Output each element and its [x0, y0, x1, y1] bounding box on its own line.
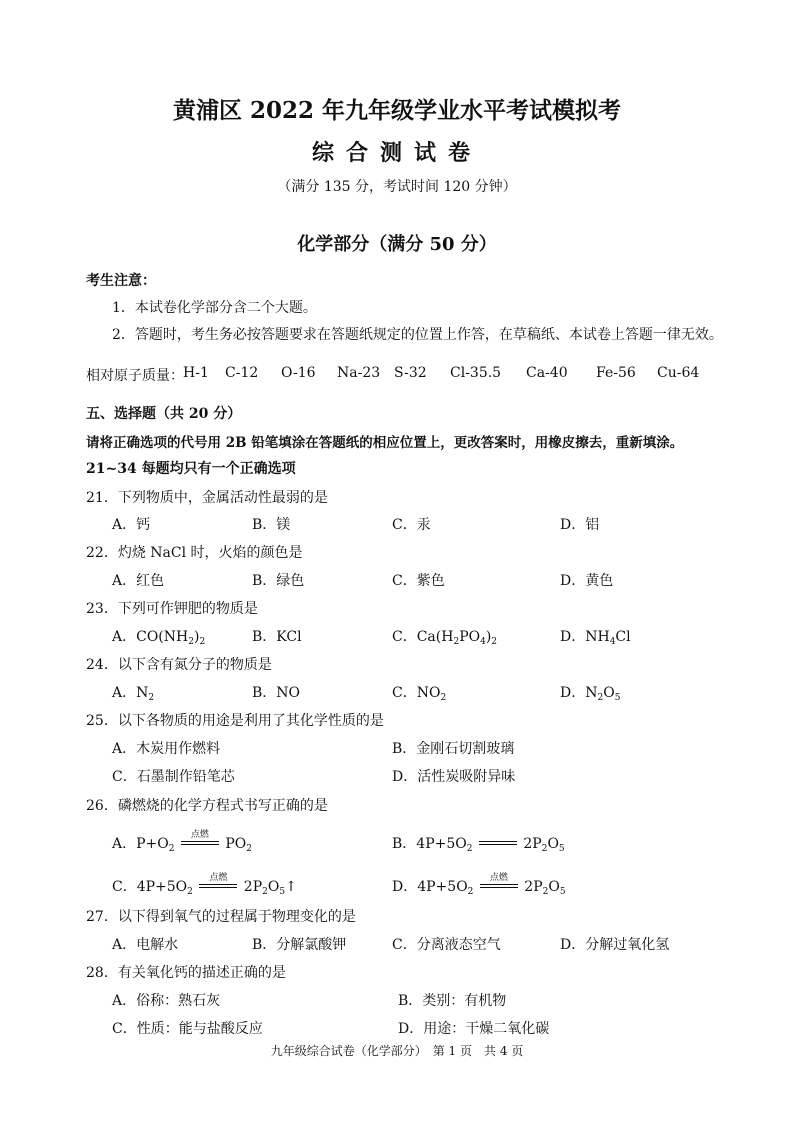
option-b: B．$4P+5O_2$ $2P_2O_5$ — [392, 836, 565, 854]
option-d: D．黄色 — [560, 573, 614, 589]
option-a: A．$P+O_2$ 点燃 $PO_2$ — [112, 830, 253, 854]
option-a: A．$CO(NH_2)_2$ — [112, 629, 206, 647]
atomic-mass-label: 相对原子质量： — [86, 368, 184, 384]
notice-item: 2．答题时，考生务必按答题要求在答题纸规定的位置上作答，在草稿纸、本试卷上答题一律无效。 — [112, 327, 723, 343]
reaction-condition: 点燃 — [480, 880, 518, 894]
atomic-mass-value: Fe-56 — [596, 365, 636, 381]
option-b: B．分解氯酸钾 — [252, 937, 347, 953]
option-b: B．KCl — [252, 629, 302, 645]
option-c: C．石墨制作铅笔芯 — [112, 769, 235, 785]
question-stem: 21．下列物质中，金属活动性最弱的是 — [86, 490, 328, 506]
exam-title: 黄浦区 2022 年九年级学业水平考试模拟考 — [172, 97, 622, 124]
question-stem: 23．下列可作钾肥的物质是 — [86, 601, 258, 617]
atomic-mass-value: Na-23 — [337, 365, 381, 381]
option-b: B．NO — [252, 685, 301, 701]
option-d: D．铝 — [560, 517, 600, 533]
option-b: B．类别：有机物 — [398, 993, 507, 1009]
option-d: D．$NH_4Cl$ — [560, 629, 631, 647]
question-stem: 25．以下各物质的用途是利用了其化学性质的是 — [86, 713, 384, 729]
reaction-condition: 点燃 — [181, 837, 219, 851]
option-b: B．金刚石切割玻璃 — [392, 741, 515, 757]
option-c: C．$Ca(H_2PO_4)_2$ — [392, 629, 498, 647]
option-b: B．绿色 — [252, 573, 305, 589]
exam-note: （满分 135 分，考试时间 120 分钟） — [277, 179, 517, 195]
option-a: A．$N_2$ — [112, 685, 155, 703]
part-instruction: 请将正确选项的代号用 2B 铅笔填涂在答题纸的相应位置上，更改答案时，用橡皮擦去，重新填涂。 — [86, 435, 684, 451]
option-c: C．性质：能与盐酸反应 — [112, 1021, 263, 1037]
question-stem: 28．有关氧化钙的描述正确的是 — [86, 965, 286, 981]
option-c: C．$4P+5O_2$ 点燃 $2P_2O_5↑$ — [112, 873, 297, 897]
part-title: 五、选择题（共 20 分） — [86, 406, 242, 422]
option-d: D．活性炭吸附异味 — [392, 769, 516, 785]
atomic-mass-value: Cu-64 — [657, 365, 700, 381]
notice-item: 1．本试卷化学部分含二个大题。 — [112, 300, 317, 316]
option-c: C．$NO_2$ — [392, 685, 447, 703]
option-b: B．镁 — [252, 517, 291, 533]
equals-sign — [479, 837, 517, 851]
exam-subtitle: 综合测试卷 — [311, 140, 482, 166]
option-a: A．红色 — [112, 573, 165, 589]
option-d: D．$4P+5O_2$ 点燃 $2P_2O_5$ — [392, 873, 566, 897]
section-title: 化学部分（满分 50 分） — [297, 234, 497, 255]
notice-heading: 考生注意： — [86, 273, 156, 289]
option-c: C．分离液态空气 — [392, 937, 501, 953]
option-d: D．用途：干燥二氧化碳 — [398, 1021, 550, 1037]
question-stem: 26．磷燃烧的化学方程式书写正确的是 — [86, 798, 328, 814]
atomic-mass-value: H-1 — [183, 365, 209, 381]
atomic-mass-value: O-16 — [281, 365, 316, 381]
question-stem: 27．以下得到氧气的过程属于物理变化的是 — [86, 909, 356, 925]
atomic-mass-value: Ca-40 — [526, 365, 568, 381]
option-a: A．木炭用作燃料 — [112, 741, 221, 757]
option-d: D．分解过氧化氢 — [560, 937, 670, 953]
atomic-mass-value: S-32 — [394, 365, 427, 381]
option-d: D．$N_2O_5$ — [560, 685, 621, 703]
question-stem: 24．以下含有氮分子的物质是 — [86, 657, 272, 673]
option-a: A．钙 — [112, 517, 151, 533]
option-a: A．电解水 — [112, 937, 179, 953]
question-stem: 22．灼烧 NaCl 时，火焰的颜色是 — [86, 545, 303, 561]
part-subheading: 21~34 每题均只有一个正确选项 — [86, 461, 296, 477]
atomic-mass-value: C-12 — [225, 365, 259, 381]
reaction-condition: 点燃 — [199, 880, 237, 894]
option-c: C．汞 — [392, 517, 431, 533]
atomic-mass-value: Cl-35.5 — [450, 365, 502, 381]
option-a: A．俗称：熟石灰 — [112, 993, 221, 1009]
option-c: C．紫色 — [392, 573, 445, 589]
page-footer: 九年级综合试卷（化学部分） 第 1 页 共 4 页 — [270, 1044, 524, 1058]
